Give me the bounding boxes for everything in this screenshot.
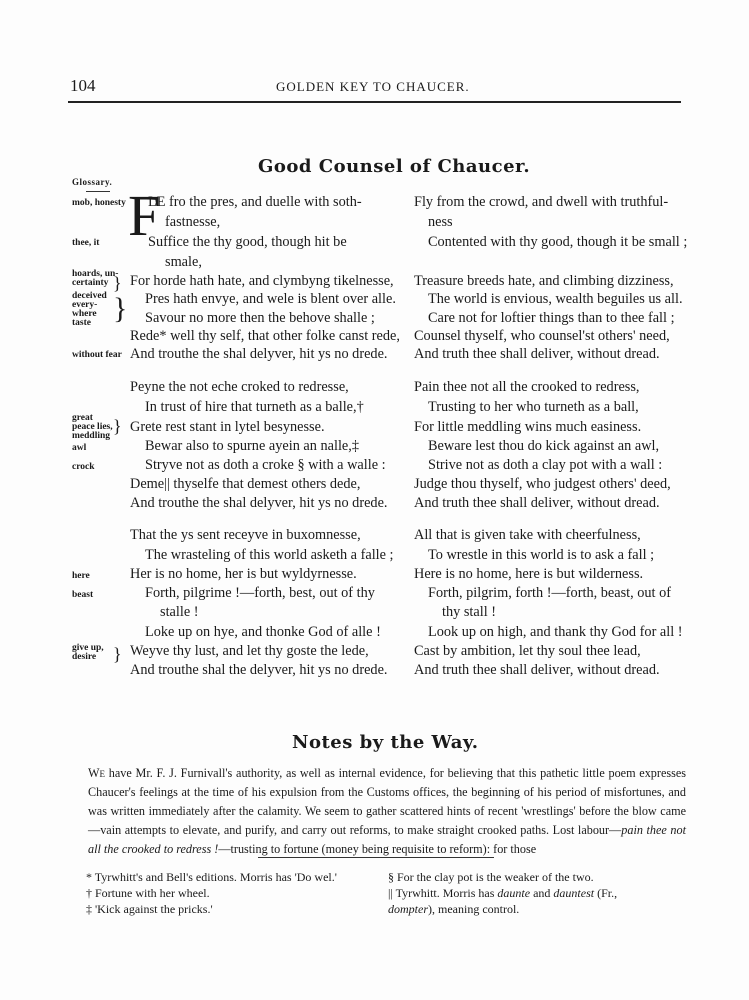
drop-cap: F — [128, 183, 161, 248]
modern-line: The world is envious, wealth beguiles us all. — [428, 291, 683, 307]
original-line: Forth, pilgrime !—forth, best, out of thy — [145, 585, 375, 601]
glossary-entry: without fear — [72, 350, 122, 360]
original-line: Rede* well thy self, that other folke canst rede, — [130, 328, 400, 344]
brace-mark: } — [113, 273, 122, 293]
glossary-entry: here — [72, 571, 90, 581]
notes-lead: We — [88, 766, 106, 780]
modern-line: And truth thee shall deliver, without dread. — [414, 495, 660, 511]
original-line: Weyve thy lust, and let thy goste the lede, — [130, 643, 369, 659]
running-title: GOLDEN KEY TO CHAUCER. — [276, 79, 470, 94]
modern-line: Look up on high, and thank thy God for all ! — [428, 624, 683, 640]
glossary-entry: thee, it — [72, 238, 100, 248]
original-line: Loke up on hye, and thonke God of alle ! — [145, 624, 381, 640]
brace-mark: } — [113, 416, 122, 436]
original-line: And trouthe shal the delyver, hit ys no drede. — [130, 662, 388, 678]
original-line: Grete rest stant in lytel besynesse. — [130, 419, 325, 435]
glossary-entry: crock — [72, 462, 95, 472]
modern-line: And truth thee shall deliver, without dread. — [414, 662, 660, 678]
notes-text-end: —trusting to fortune (money being requisite to reform): for those — [218, 842, 537, 856]
glossary-entry: great peace lies, meddling — [72, 413, 113, 441]
modern-line: Forth, pilgrim, forth !—forth, beast, out of — [428, 585, 672, 601]
modern-line: thy stall ! — [442, 604, 497, 620]
poem-title: Good Counsel of Chaucer. — [258, 156, 531, 177]
modern-line: Strive not as doth a clay pot with a wall : — [428, 457, 663, 473]
glossary-entry: hoards, un- certainty — [72, 269, 119, 288]
original-line: Deme|| thyselfe that demest others dede, — [130, 476, 361, 492]
footnote: † Fortune with her wheel. — [86, 886, 210, 900]
footnote: ‡ 'Kick against the pricks.' — [86, 902, 213, 916]
modern-line: Cast by ambition, let thy soul thee lead, — [414, 643, 641, 659]
modern-line: Judge thou thyself, who judgest others' deed, — [414, 476, 671, 492]
modern-line: Pain thee not all the crooked to redress, — [414, 379, 640, 395]
original-line: And trouthe the shal delyver, hit ys no drede. — [130, 495, 388, 511]
modern-line: And truth thee shall deliver, without dread. — [414, 346, 660, 362]
page-number: 104 — [70, 76, 96, 95]
footnote-rule — [258, 857, 494, 858]
original-line: stalle ! — [160, 604, 199, 620]
notes-paragraph — [88, 764, 686, 859]
original-line: Suffice the thy good, though hit be — [148, 234, 347, 250]
modern-line: Fly from the crowd, and dwell with truthful- — [414, 194, 669, 210]
glossary-entry: beast — [72, 590, 94, 600]
brace-mark: } — [113, 644, 122, 664]
brace-mark: } — [113, 292, 128, 325]
footnote: dompter), meaning control. — [388, 902, 520, 916]
original-line: Bewar also to spurne ayein an nalle,‡ — [145, 438, 359, 454]
glossary-label: Glossary. — [72, 177, 113, 187]
original-line: smale, — [165, 254, 202, 270]
modern-line: Here is no home, here is but wilderness. — [414, 566, 644, 582]
modern-line: Contented with thy good, though it be small ; — [428, 234, 688, 250]
footnote: * Tyrwhitt's and Bell's editions. Morris has 'Do wel.' — [86, 870, 337, 884]
original-line: Her is no home, her is but wyldyrnesse. — [130, 566, 357, 582]
modern-line: Beware lest thou do kick against an awl, — [428, 438, 660, 454]
footnote: § For the clay pot is the weaker of the two. — [388, 870, 594, 884]
notes-italic: pain thee not all the crooked to redress ! — [88, 823, 686, 856]
original-line: LE fro the pres, and duelle with soth- — [148, 194, 362, 210]
modern-line: ness — [428, 214, 453, 230]
original-line: Savour no more then the behove shalle ; — [145, 310, 375, 326]
header-rule — [68, 101, 681, 103]
notes-title: Notes by the Way. — [292, 732, 479, 753]
original-line: Stryve not as doth a croke § with a walle : — [145, 457, 386, 473]
modern-line: All that is given take with cheerfulness, — [414, 527, 641, 543]
original-line: Pres hath envye, and wele is blent over alle. — [145, 291, 396, 307]
modern-line: For little meddling wins much easiness. — [414, 419, 642, 435]
original-line: That the ys sent receyve in buxomnesse, — [130, 527, 361, 543]
modern-line: Counsel thyself, who counsel'st others' need, — [414, 328, 670, 344]
original-line: For horde hath hate, and clymbyng tikelnesse, — [130, 273, 394, 289]
modern-line: Care not for loftier things than to thee fall ; — [428, 310, 675, 326]
original-line: fastnesse, — [165, 214, 221, 230]
original-line: And trouthe the shal delyver, hit ys no drede. — [130, 346, 388, 362]
footnote: || Tyrwhitt. Morris has daunte and dauntest (Fr., — [388, 886, 618, 900]
glossary-entry: awl — [72, 443, 87, 453]
modern-line: Treasure breeds hate, and climbing dizziness, — [414, 273, 674, 289]
glossary-entry: deceived every- where taste — [72, 291, 107, 328]
notes-text: have Mr. F. J. Furnivall's authority, as well as internal evidence, for believing that this pathetic little poem expresses Chaucer's feelings at the time of his expulsion from the Customs offices, the beginning of his period of misfortunes, and was written immediately after the calamity. We seem to gather scattered hints of recent 'wrestlings' before the blow came—vain attempts to elevate, and purify, and carry out reforms, to make straight crooked paths. Lost labour— — [88, 766, 686, 837]
modern-line: To wrestle in this world is to ask a fall ; — [428, 547, 655, 563]
original-line: The wrasteling of this world asketh a falle ; — [145, 547, 394, 563]
modern-line: Trusting to her who turneth as a ball, — [428, 399, 639, 415]
glossary-entry: give up, desire — [72, 643, 104, 662]
glossary-entry: mob, honesty — [72, 198, 126, 208]
original-line: Peyne the not eche croked to redresse, — [130, 379, 349, 395]
original-line: In trust of hire that turneth as a balle,† — [145, 399, 364, 415]
glossary-rule — [86, 191, 110, 192]
